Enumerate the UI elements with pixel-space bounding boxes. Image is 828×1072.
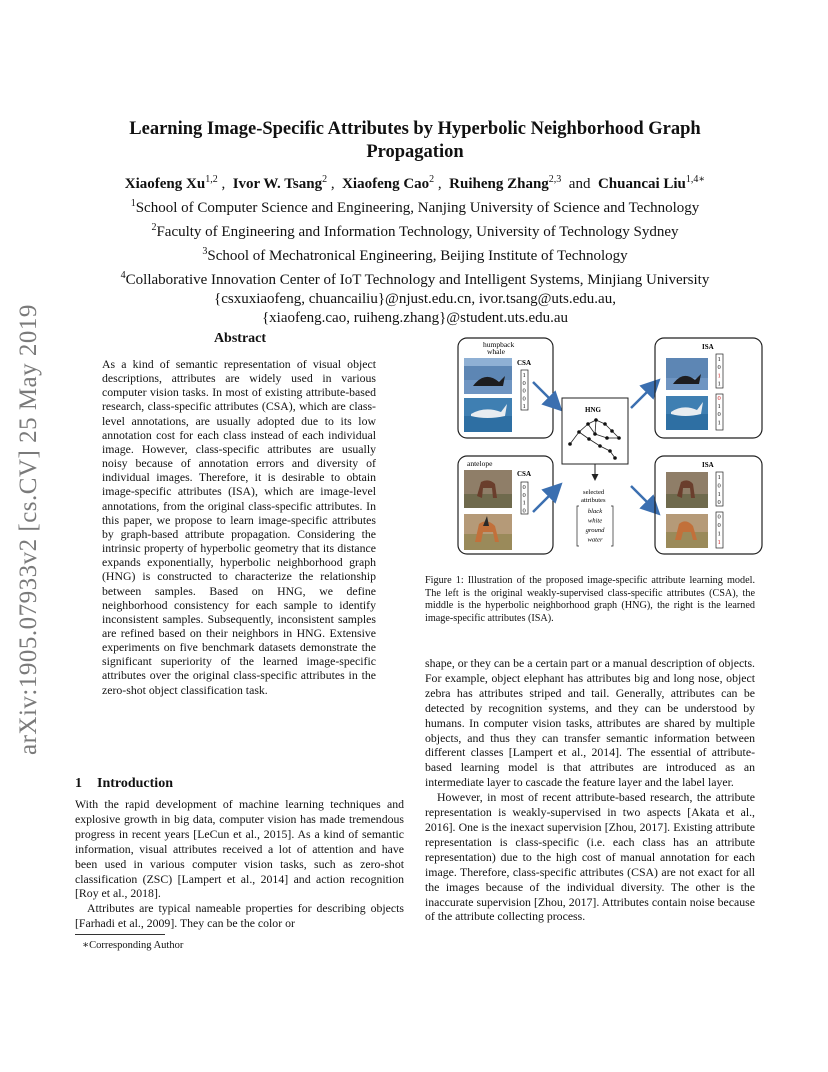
isa-whale-image-2 xyxy=(666,396,708,430)
csa-top-bit: 0 xyxy=(522,395,526,403)
intro-left-column xyxy=(75,797,404,931)
affiliation xyxy=(60,242,770,266)
selected-attribute: black xyxy=(587,508,603,515)
isa-bottom-bit: 0 xyxy=(717,482,721,490)
isa-bottom-bit: 1 xyxy=(717,530,721,538)
author-name: Ruiheng Zhang xyxy=(449,176,549,192)
csa-bottom-bit: 0 xyxy=(522,491,526,499)
section-heading xyxy=(75,776,405,792)
intro-paragraph-2: Attributes are typical nameable properties for describing objects [Farhadi et al., 2009]. They can be the color or xyxy=(75,901,404,931)
isa-bottom-bit: 1 xyxy=(717,538,721,546)
whale-image-1 xyxy=(464,358,512,394)
isa-bottom-bit: 0 xyxy=(717,499,721,507)
author-name: Xiaofeng Cao xyxy=(342,176,430,192)
footnote-divider xyxy=(75,934,165,935)
abstract-text: As a kind of semantic representation of visual object descriptions, attributes are widely used in various computer vision tasks. In most of existing attribute-based research, class-specific attributes (CSA), which are class-level annotations, are usually adopted due to its low annotation cost for each class instead of each individual image. However, class-specific attributes are usually noisy because of annotation errors and diversity of individual images. Therefore, it is desirable to obtain image-specific attributes (ISA), which are image-level annotations, from the original class-specific attributes. In this paper, we propose to learn image-specific attributes by graph-based attribute propagation. Considering the intrinsic property of hyperbolic geometry that its distance expands exponentially, hyperbolic neighborhood graph (HNG) is constructed to characterize the relationship between samples. Based on HNG, we define neighborhood consistency for each sample to identify inconsistent samples. Subsequently, inconsistent samples are refined based on their neighbors in HNG. Extensive experiments on five benchmark datasets demonstrate the significant superiority of the learned image-specific attributes over the original class-specific attributes in the zero-shot object classification task. xyxy=(102,357,376,697)
isa-top-bit: 1 xyxy=(717,419,721,427)
csa-top-bit: 1 xyxy=(522,372,526,379)
affiliation-text: Collaborative Innovation Center of IoT Technology and Intelligent Systems, Minjiang University xyxy=(125,272,710,288)
isa-bottom-bit: 0 xyxy=(717,513,721,521)
csa-top-bit: 0 xyxy=(522,379,526,387)
isa-antelope-image-1 xyxy=(666,472,708,508)
affiliation xyxy=(60,266,770,290)
affiliation xyxy=(60,194,770,218)
right-paragraph-2: However, in most of recent attribute-based research, the attribute representation is weakly-supervised in two aspects [Akata et al., 2016]. One is the inexact supervision [Zhou, 2017]. Existing attribute representation is class-specific (i.e. each class has an attribute representation) due to the high cost of manual annotation for each image. Therefore, class-specific attributes (CSA) are not exact for all the images because of the individual diversity. The other is the inaccurate supervision [Zhou, 2017]. Attributes contain noise because of the attribute collecting process. xyxy=(425,790,755,924)
selected-label-1: selected xyxy=(583,489,605,496)
abstract-heading: Abstract xyxy=(213,331,267,346)
label-antelope: antelope xyxy=(467,459,493,468)
intro-paragraph-1: With the rapid development of machine learning techniques and explosive growth in big data, computer vision has made tremendous progress in recent years [LeCun et al., 2015]. As a kind of semantic information, visual attributes received a lot of attention and have been used in various computer vision tasks, such as zero-shot classification (ZSC) [Lampert et al., 2014] and action recognition [Roy et al., 2018]. xyxy=(75,797,404,901)
isa-top-bit: 1 xyxy=(717,372,721,380)
author-affil: 2 xyxy=(429,174,435,185)
isa-label-bottom: ISA xyxy=(702,461,714,469)
selected-label-2: attributes xyxy=(581,497,606,504)
csa-label-bottom: CSA xyxy=(517,470,532,478)
right-paragraph-1: shape, or they can be a certain part or a manual description of objects. For example, object elephant has attributes big and long nose, object zebra has attributes striped and tail. Generally, attributes can be detected by recognition systems, and they can be understood by humans. In computer vision tasks, attributes are shared by multiple objects, and thus they can transfer semantic information between different classes [Lampert et al., 2014]. The essential of attribute-based learning model is that attributes are introduced as an intermediate layer to cascade the feature layer and the label layer. xyxy=(425,656,755,790)
figure-caption: Figure 1: Illustration of the proposed image-specific attribute learning model. The left is the original weakly-supervised class-specific attributes (CSA), the middle is the hyperbolic neighborhood graph (HNG), the right is the learned image-specific attributes (ISA). xyxy=(425,575,755,624)
isa-whale-image-1 xyxy=(666,358,708,390)
csa-top-bit: 1 xyxy=(522,403,526,411)
csa-bottom-bit: 0 xyxy=(522,507,526,515)
footnote: ∗Corresponding Author xyxy=(82,940,184,951)
affiliation-text: Faculty of Engineering and Information Technology, University of Technology Sydney xyxy=(156,224,679,240)
selected-attribute: ground xyxy=(585,527,605,534)
affiliation-marker: 2 xyxy=(151,222,157,233)
affiliation-marker: 1 xyxy=(130,198,136,209)
isa-top-bit: 1 xyxy=(717,403,721,410)
and-word: and xyxy=(568,176,591,192)
isa-bottom-bit: 1 xyxy=(717,490,721,498)
csa-bottom-bit: 0 xyxy=(522,484,526,491)
title-line-1: Learning Image-Specific Attributes by Hyperbolic Neighborhood Graph xyxy=(129,119,701,139)
author-affil: 2,3 xyxy=(548,174,562,185)
label-humpback: humpback xyxy=(483,340,515,349)
author-name: Xiaofeng Xu xyxy=(124,176,206,192)
figure-1 xyxy=(455,336,767,558)
isa-top-bit: 0 xyxy=(717,394,721,402)
affiliation-text: School of Computer Science and Engineering, Nanjing University of Science and Technology xyxy=(135,200,700,216)
isa-top-bit: 1 xyxy=(717,380,721,388)
label-whale: whale xyxy=(487,347,505,356)
csa-label-top: CSA xyxy=(517,359,532,367)
title-line-2: Propagation xyxy=(366,142,464,162)
affiliation-text: School of Mechatronical Engineering, Beijing Institute of Technology xyxy=(207,248,628,264)
affiliation-marker: 3 xyxy=(202,246,208,257)
isa-bottom-bit: 1 xyxy=(717,474,721,481)
isa-bottom-bit: 0 xyxy=(717,522,721,529)
emails-line-1: {csxuxiaofeng, chuancailiu}@njust.edu.cn, ivor.tsang@uts.edu.au, xyxy=(214,291,616,307)
whale-image-2 xyxy=(464,398,512,432)
selected-attribute: water xyxy=(587,536,603,544)
isa-top-bit: 1 xyxy=(717,356,721,363)
emails-line-2: {xiaofeng.cao, ruiheng.zhang}@student.uts.edu.au xyxy=(261,310,569,326)
isa-label-top: ISA xyxy=(702,343,714,351)
intro-right-column xyxy=(425,656,755,924)
section-number: 1 xyxy=(75,776,82,791)
arxiv-identifier: arXiv:1905.07933v2 [cs.CV] 25 May 2019 xyxy=(15,304,42,756)
isa-top-bit: 0 xyxy=(717,411,721,419)
author-affil: 1,2 xyxy=(205,174,218,185)
author-affil: 2 xyxy=(322,174,328,185)
section-title: Introduction xyxy=(97,776,173,791)
author-list: Xiaofeng Xu$^{1,2}$ , Ivor W. Tsang$^2$ , Xiaofeng Cao$^2$ , Ruiheng Zhang$^{2,3}$ and Chuancai Liu$^{1,4∗}$ xyxy=(124,174,706,192)
author-name: Chuancai Liu xyxy=(597,176,686,192)
hng-label: HNG xyxy=(585,406,601,414)
author-affil: 1,4∗ xyxy=(685,174,706,185)
affiliation xyxy=(60,218,770,242)
author-name: Ivor W. Tsang xyxy=(232,176,323,192)
isa-antelope-image-2 xyxy=(666,514,708,548)
antelope-image-1 xyxy=(464,470,512,508)
selected-attribute: white xyxy=(587,517,603,525)
author-block xyxy=(60,170,770,328)
csa-top-bit: 0 xyxy=(522,387,526,395)
affiliation-marker: 4 xyxy=(120,270,126,281)
antelope-image-2 xyxy=(464,514,512,550)
paper-title xyxy=(90,118,740,164)
csa-bottom-bit: 1 xyxy=(522,499,526,507)
isa-top-bit: 0 xyxy=(717,364,721,372)
